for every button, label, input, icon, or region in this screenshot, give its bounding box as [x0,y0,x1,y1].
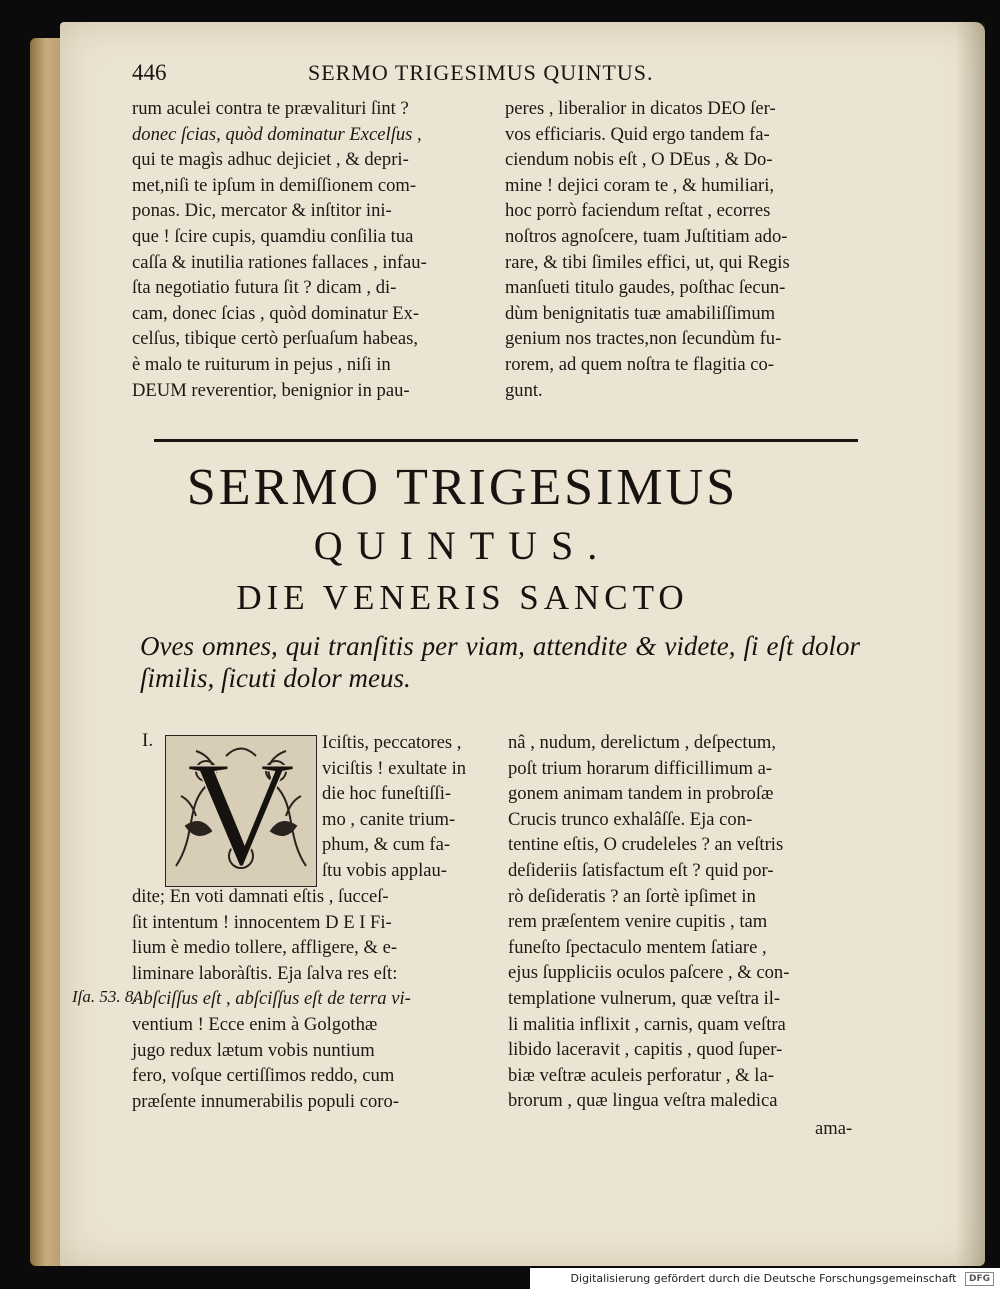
floral-ornament-icon [166,736,316,886]
text-line: gunt. [505,379,543,401]
text-line: brorum , quæ lingua veſtra maledica [508,1090,778,1112]
text-line: noſtros agnoſcere, tuam Juſtitiam ado- [505,225,788,247]
text-line: jugo redux lætum vobis nuntium [132,1039,375,1061]
section-number: I. [142,730,154,751]
text-line: caſſa & inutilia rationes fallaces , infau- [132,251,427,273]
text-line: die hoc funeſtiſſi- [322,783,452,805]
text-line: lium è medio tollere, affligere, & e- [132,937,398,959]
text-line: celſus, tibique certò perſuaſum habeas, [132,328,419,350]
sermon-subtitle: DIE VENERIS SANCTO [236,578,689,617]
text-line: ſit intentum ! innocentem D E I Fi- [132,911,392,933]
text-line: rorem, ad quem noſtra te flagitia co- [505,353,774,375]
text-line: ponas. Dic, mercator & inſtitor ini- [132,200,392,222]
text-line: genium nos tractes,non ſecundùm fu- [505,328,782,350]
text-line: mo , canite trium- [322,808,456,830]
text-line: templatione vulnerum, quæ veſtra il- [508,987,781,1009]
text-line: Abſciſſus eſt , abſciſſus eſt de terra vi- [132,988,411,1010]
sermon-title: SERMO TRIGESIMUS [186,459,739,516]
text-line: biæ veſtræ aculeis perforatur , & la- [508,1064,774,1086]
text-line: ventium ! Ecce enim à Golgothæ [132,1013,378,1035]
text-line: DEUM reverentior, benignior in pau- [132,379,410,401]
text-line: Iciſtis, peccatores , [322,732,462,753]
text-line: li malitia inflixit , carnis, quam veſtra [508,1013,786,1035]
text-line: vos efficiaris. Quid ergo tandem fa- [505,123,770,145]
text-line: nâ , nudum, derelictum , deſpectum, [508,732,776,753]
bottom-left-column [132,884,497,1114]
scripture-verse: Oves omnes, qui tranſitis per viam, attendite & videte, ſi eſt dolor ſimilis, ſicuti dolor meus. [140,631,860,693]
text-line: è malo te ruiturum in pejus , niſi in [132,353,391,375]
top-left-column [132,96,482,403]
text-line: viciſtis ! exultate in [322,757,467,779]
sermon-title-quintus: QUINTUS. [313,523,612,568]
text-line: ſta negotiatio futura ſit ? dicam , di- [132,277,397,299]
running-title: SERMO TRIGESIMUS QUINTUS. [308,60,654,85]
page-number: 446 [132,60,167,85]
text-line: rò deſideratis ? an ſortè ipſimet in [508,885,756,907]
page-gutter-shadow [955,22,985,1266]
text-line: liminare laboràſtis. Eja ſalva res eſt: [132,962,398,984]
text-line: ſtu vobis applau- [322,859,447,881]
text-line: rare, & tibi ſimiles effici, ut, qui Regis [505,251,790,273]
text-line: hoc porrò faciendum reſtat , ecorres [505,200,771,222]
text-beside-dropcap [322,730,497,884]
catchword: ama- [815,1118,853,1139]
text-line: præſente innumerabilis populi coro- [132,1090,399,1112]
ornamental-dropcap [165,735,317,887]
margin-citation: Iſa. 53. 8. [72,987,138,1006]
dropcap-letter: V [186,736,296,886]
text-line: que ! ſcire cupis, quamdiu conſilia tua [132,225,414,247]
text-line: rem præſentem venire cupitis , tam [508,911,768,933]
dfg-logo-icon: DFG [965,1272,994,1286]
text-line: fero, voſque certiſſimos reddo, cum [132,1065,395,1087]
text-line: peres , liberalior in dicatos DEO ſer- [505,98,776,119]
text-line: manſueti titulo gaudes, poſthac ſecun- [505,277,786,299]
text-line: rum aculei contra te prævalituri ſint ? [132,98,409,119]
text-line: Crucis trunco exhalâſſe. Eja con- [508,808,753,830]
text-line: dite; En voti damnati eſtis , ſucceſ- [132,886,389,907]
text-line: gonem animam tandem in probroſæ [508,783,774,805]
text-line: deſideriis ſatisfactum eſt ? quid por- [508,859,774,881]
section-divider [154,439,858,442]
text-line: funeſto ſpectaculo mentem ſatiare , [508,936,767,958]
text-line: donec ſcias, quòd dominatur Excelſus , [132,123,422,145]
text-line: phum, & cum fa- [322,834,451,856]
text-line: dùm benignitatis tuæ amabiliſſimum [505,302,776,324]
text-line: libido laceravit , capitis , quod ſuper- [508,1039,783,1061]
text-line: cam, donec ſcias , quòd dominatur Ex- [132,302,420,324]
top-right-column [505,96,860,403]
text-line: mine ! dejici coram te , & humiliari, [505,174,775,196]
text-line: met,niſi te ipſum in demiſſionem com- [132,174,417,196]
digitization-footer [530,1268,1000,1289]
text-line: poſt trium horarum difficillimum a- [508,757,773,779]
bottom-right-column [508,730,863,1114]
footer-text: Digitalisierung gefördert durch die Deutsche Forschungsgemeinschaft [570,1272,957,1285]
text-line: tentine eſtis, O crudeleles ? an veſtris [508,834,784,856]
text-line: ejus ſuppliciis oculos paſcere , & con- [508,962,790,984]
text-line: ciendum nobis eſt , O DEus , & Do- [505,149,773,171]
text-line: qui te magìs adhuc dejiciet , & depri- [132,149,409,171]
